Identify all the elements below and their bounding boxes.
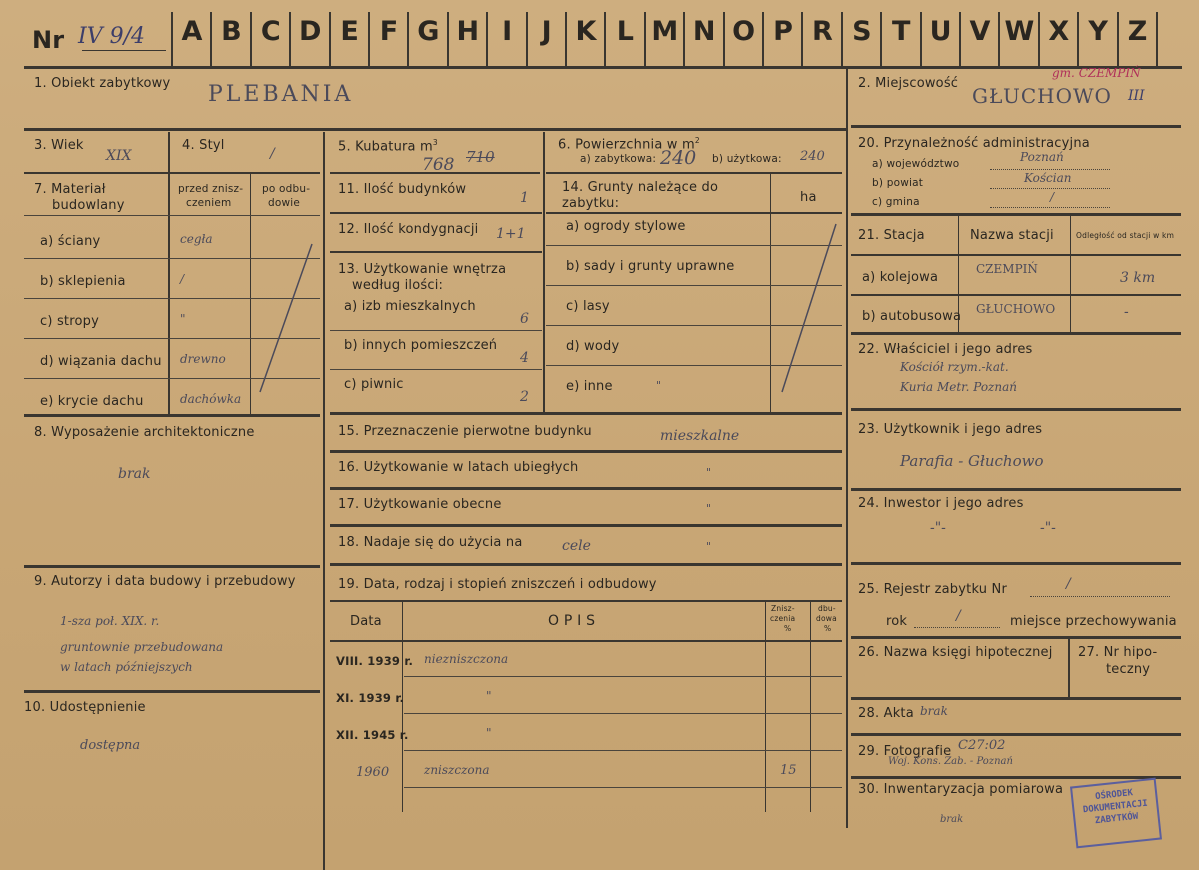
f13-row-label: b) innych pomieszczeń — [344, 338, 498, 353]
col-divider-1 — [323, 132, 325, 870]
stamp-line2: DOKUMENTACJI — [1082, 798, 1149, 816]
f21-col-dist: Odległość od stacji w km — [1076, 231, 1175, 240]
f9-line3: w latach późniejszych — [60, 660, 193, 674]
f7-row-value: / — [180, 272, 185, 286]
f7-row-label: c) stropy — [40, 314, 99, 329]
rule-17 — [330, 524, 842, 527]
f24-value2: -"- — [1040, 520, 1056, 536]
f29-value2: Woj. Kons. Zab. - Poznań — [888, 756, 1013, 767]
f25-rok-value: / — [956, 608, 961, 624]
f13-row-value: 4 — [520, 350, 529, 366]
f4-label: 4. Styl — [182, 138, 225, 153]
f13-row-rule — [330, 330, 542, 331]
rule-28 — [851, 733, 1181, 736]
f6-b-label: b) użytkowa: — [712, 153, 782, 165]
f25-line — [1030, 596, 1170, 598]
f30-label: 30. Inwentaryzacja pomiarowa — [858, 782, 1064, 797]
f21-col-rule2 — [1070, 216, 1071, 334]
index-letter: Z — [1127, 16, 1148, 47]
f19-col-data-label: Data — [350, 614, 382, 629]
f6-a-label: a) zabytkowa: — [580, 153, 657, 165]
f22-label: 22. Właściciel i jego adres — [858, 342, 1033, 357]
f19-col-o3: % — [824, 624, 832, 633]
f19-col-opis-label: O P I S — [548, 613, 596, 629]
f25-label: 25. Rejestr zabytku Nr — [858, 582, 1008, 597]
f24-label: 24. Inwestor i jego adres — [858, 496, 1024, 511]
nr-value: IV 9/4 — [78, 24, 145, 49]
f7-label1: 7. Materiał — [34, 182, 106, 197]
f16-label: 16. Użytkowanie w latach ubiegłych — [338, 460, 579, 475]
f22-line1: Kościół rzym.-kat. — [900, 360, 1009, 374]
index-letter: E — [340, 16, 359, 47]
index-divider — [723, 12, 725, 66]
index-letter: D — [298, 16, 322, 47]
f3-value: XIX — [106, 148, 132, 164]
f29-value1: C27:02 — [958, 738, 1006, 753]
f7-col2a: po odbu- — [262, 183, 311, 195]
f25-rok-label: rok — [886, 614, 908, 629]
f19-col-o1: dbu- — [818, 604, 836, 613]
index-letter: C — [260, 16, 281, 47]
stamp-line3: ZABYTKÓW — [1094, 811, 1139, 827]
rule-23 — [851, 488, 1181, 491]
f1-label: 1. Obiekt zabytkowy — [34, 76, 171, 91]
f19-row-rule — [404, 787, 842, 788]
f7-col1b: czeniem — [186, 197, 232, 209]
rule-3 — [24, 172, 320, 174]
index-divider — [1038, 12, 1040, 66]
index-divider — [762, 12, 764, 66]
f12-value: 1+1 — [496, 226, 526, 242]
f18-label: 18. Nadaje się do użycia na — [338, 535, 523, 550]
f7-col1a: przed znisz- — [178, 183, 244, 195]
f6-b-value: 240 — [800, 149, 825, 164]
f22-line2: Kuria Metr. Poznań — [900, 380, 1017, 394]
rule-9 — [24, 690, 320, 693]
f20-label: 20. Przynależność administracyjna — [858, 136, 1090, 151]
f28-value: brak — [920, 704, 948, 718]
index-divider — [447, 12, 449, 66]
f21-head-rule — [851, 254, 1181, 256]
index-letter: U — [929, 16, 952, 47]
f16-value: " — [706, 466, 712, 479]
f14-label1: 14. Grunty należące do — [562, 180, 719, 195]
f15-label: 15. Przeznaczenie pierwotne budynku — [338, 424, 592, 439]
rule-20 — [851, 213, 1181, 216]
index-divider — [407, 12, 409, 66]
f12-rule — [330, 251, 542, 253]
f13-label1: 13. Użytkowanie wnętrza — [338, 262, 507, 277]
f7-row-value: " — [180, 312, 186, 326]
index-letter: O — [732, 16, 756, 47]
f27-label2: teczny — [1106, 662, 1151, 677]
f14-row-label: a) ogrody stylowe — [566, 219, 686, 234]
f11-rule — [330, 212, 542, 214]
index-divider — [920, 12, 922, 66]
f2-note2: III — [1128, 88, 1145, 104]
f19-row-desc: niezniszczona — [424, 652, 509, 666]
index-divider — [486, 12, 488, 66]
f21-col-name: Nazwa stacji — [970, 228, 1054, 243]
f7-row-label: d) wiązania dachu — [40, 354, 162, 369]
index-divider — [210, 12, 212, 66]
index-divider — [1117, 12, 1119, 66]
index-letter: I — [502, 16, 513, 47]
f7-row-label: b) sklepienia — [40, 274, 126, 289]
col-divider-7 — [168, 132, 170, 414]
index-divider — [289, 12, 291, 66]
f19-col-z1: Znisz- — [771, 604, 795, 613]
f14-col: ha — [800, 190, 817, 205]
f14-row-label: d) wody — [566, 339, 620, 354]
f9-label: 9. Autorzy i data budowy i przebudowy — [34, 574, 296, 589]
rule-16 — [330, 487, 842, 490]
rule-15 — [330, 450, 842, 453]
f23-value: Parafia - Głuchowo — [900, 452, 1044, 470]
f2-value: GŁUCHOWO — [972, 84, 1112, 108]
index-divider — [683, 12, 685, 66]
index-divider — [604, 12, 606, 66]
f19-col-o2: dowa — [816, 614, 837, 623]
f27-label1: 27. Nr hipo- — [1078, 645, 1158, 660]
f19-col-z2: czenia — [770, 614, 796, 623]
f12-label: 12. Ilość kondygnacji — [338, 222, 479, 237]
f21-row-rule — [851, 294, 1181, 296]
f14-row-value: " — [656, 379, 662, 392]
index-divider — [1077, 12, 1079, 66]
f21-b-label: b) autobusowa — [862, 309, 962, 324]
index-letter: B — [221, 16, 242, 47]
f21-b-name: GŁUCHOWO — [976, 302, 1056, 316]
index-divider — [1156, 12, 1158, 66]
stamp-line1: OŚRODEK — [1094, 788, 1134, 803]
f19-row-date: 1960 — [356, 765, 390, 780]
rule-7 — [24, 414, 320, 417]
index-divider — [565, 12, 567, 66]
f1-value: PLEBANIA — [208, 82, 354, 107]
f21-b-dist: - — [1124, 304, 1129, 320]
f29-label: 29. Fotografie — [858, 744, 952, 759]
f19-col-z — [810, 602, 811, 812]
f25-value: / — [1066, 576, 1071, 592]
f11-label: 11. Ilość budynków — [338, 182, 467, 197]
f7-row-label: a) ściany — [40, 234, 101, 249]
index-letter: K — [575, 16, 597, 47]
f9-line1: 1-sza poł. XIX. r. — [60, 614, 160, 628]
f19-row-date: XI. 1939 r. — [336, 691, 405, 705]
index-letter: V — [969, 16, 991, 47]
f10-label: 10. Udostępnienie — [24, 700, 146, 715]
f7-row-value: cegła — [180, 232, 213, 246]
f11-value: 1 — [520, 190, 529, 206]
f14-label2: zabytku: — [562, 196, 620, 211]
f7-row-value: dachówka — [180, 392, 242, 406]
col-divider-2 — [543, 132, 545, 414]
f26-label: 26. Nazwa księgi hipotecznej — [858, 645, 1053, 660]
f19-row-desc: " — [486, 726, 492, 740]
archive-stamp — [1070, 778, 1162, 849]
f5-value: 768 — [422, 155, 455, 175]
f19-row-rule — [404, 750, 842, 751]
f2-note: gm. CZEMPIŃ — [1052, 66, 1141, 80]
index-divider — [329, 12, 331, 66]
f17-value: " — [706, 502, 712, 515]
f21-a-dist: 3 km — [1120, 270, 1156, 286]
index-letter: G — [417, 16, 440, 47]
f21-a-label: a) kolejowa — [862, 270, 939, 285]
rule-top — [24, 66, 1182, 69]
rule-26 — [851, 697, 1181, 700]
f21-label: 21. Stacja — [858, 228, 925, 243]
rule-24 — [851, 562, 1181, 565]
f25-miejsce: miejsce przechowywania — [1010, 614, 1177, 629]
f20-c-value: / — [1050, 190, 1055, 204]
f19-col-z3: % — [784, 624, 792, 633]
index-divider — [250, 12, 252, 66]
f21-a-name: CZEMPIŃ — [976, 262, 1038, 276]
f14-row-label: c) lasy — [566, 299, 610, 314]
f20-a-line — [990, 169, 1110, 171]
f4-value: / — [270, 146, 275, 162]
f24-value1: -"- — [930, 520, 946, 536]
f13-row-rule — [330, 369, 542, 370]
f6-a-value: 240 — [660, 147, 697, 169]
index-letter: X — [1048, 16, 1070, 47]
f20-b-line — [990, 188, 1110, 190]
f26-divider — [1068, 638, 1070, 698]
rule-25 — [851, 636, 1181, 639]
index-letter: H — [456, 16, 480, 47]
f19-row-date: XII. 1945 r. — [336, 728, 409, 742]
index-divider — [171, 12, 173, 66]
f20-b-label: b) powiat — [872, 177, 924, 189]
f28-label: 28. Akta — [858, 706, 914, 721]
f19-row-desc: zniszczona — [424, 763, 490, 777]
f20-c-label: c) gmina — [872, 196, 920, 208]
f19-row-z: 15 — [780, 763, 797, 778]
f6-label: 6. Powierzchnia w $m^2$ — [558, 136, 700, 153]
f7-row-label: e) krycie dachu — [40, 394, 144, 409]
index-divider — [880, 12, 882, 66]
f7-diagonal — [250, 216, 322, 414]
rule-21 — [851, 332, 1181, 335]
index-letter: L — [616, 16, 634, 47]
f13-row-value: 6 — [520, 311, 529, 327]
f7-col2b: dowie — [268, 197, 301, 209]
f19-row-rule — [404, 676, 842, 677]
f14-diagonal — [770, 214, 844, 412]
f2-label: 2. Miejscowość — [858, 76, 959, 91]
index-letter: T — [891, 16, 911, 47]
index-divider — [959, 12, 961, 66]
f18-value: cele — [562, 538, 591, 554]
f14-row-label: e) inne — [566, 379, 613, 394]
nr-underline — [82, 50, 166, 51]
f13-row-label: c) piwnic — [344, 377, 404, 392]
f19-row-desc: " — [486, 689, 492, 703]
f19-col-data — [402, 602, 403, 812]
rule-22 — [851, 408, 1181, 411]
index-letter: W — [1004, 16, 1035, 47]
index-divider — [644, 12, 646, 66]
index-letter: S — [852, 16, 872, 47]
index-letter: Y — [1088, 16, 1108, 47]
index-divider — [368, 12, 370, 66]
rule-18 — [330, 563, 842, 566]
f3-label: 3. Wiek — [34, 138, 84, 153]
f20-a-label: a) województwo — [872, 158, 960, 170]
f7-row-value: drewno — [180, 352, 226, 366]
f15-value: mieszkalne — [660, 428, 740, 444]
f19-label: 19. Data, rodzaj i stopień zniszczeń i odbudowy — [338, 577, 657, 592]
index-letter: M — [651, 16, 679, 47]
index-letter: N — [692, 16, 716, 47]
f18-value2: " — [706, 540, 712, 553]
rule-2 — [851, 125, 1181, 128]
index-divider — [526, 12, 528, 66]
f19-row-rule — [404, 713, 842, 714]
index-divider — [801, 12, 803, 66]
rule-1 — [24, 128, 848, 131]
col-divider-3 — [846, 68, 848, 828]
f10-value: dostępna — [80, 738, 141, 753]
f9-line2: gruntownie przebudowana — [60, 640, 224, 654]
f8-label: 8. Wyposażenie architektoniczne — [34, 425, 255, 440]
index-letter: R — [811, 16, 833, 47]
f5-label: 5. Kubatura $m^3$ — [338, 138, 438, 155]
rule-29 — [851, 776, 1181, 779]
rule-6 — [546, 172, 842, 174]
index-letter: A — [181, 16, 203, 47]
index-letter: J — [541, 16, 552, 47]
f19-row-date: VIII. 1939 r. — [336, 654, 414, 668]
index-letter: F — [379, 16, 399, 47]
f5-old: 710 — [466, 148, 495, 166]
rule-13 — [330, 412, 842, 415]
f13-row-value: 2 — [520, 389, 529, 405]
f30-value: brak — [940, 814, 964, 825]
f20-b-value: Kościan — [1024, 171, 1072, 185]
f23-label: 23. Użytkownik i jego adres — [858, 422, 1043, 437]
f8-value: brak — [118, 466, 151, 482]
f20-c-line — [990, 207, 1110, 209]
f13-label2: według ilości: — [352, 278, 444, 293]
nr-label: Nr — [32, 26, 65, 54]
index-divider — [998, 12, 1000, 66]
rule-8 — [24, 565, 320, 568]
index-letter: P — [773, 16, 793, 47]
f7-label2: budowlany — [52, 198, 125, 213]
f17-label: 17. Użytkowanie obecne — [338, 497, 502, 512]
index-divider — [841, 12, 843, 66]
f13-row-label: a) izb mieszkalnych — [344, 299, 476, 314]
f19-col-opis — [765, 602, 766, 812]
f20-a-value: Poznań — [1020, 150, 1064, 164]
f14-row-label: b) sady i grunty uprawne — [566, 259, 735, 274]
f25-rok-line — [914, 627, 1000, 629]
